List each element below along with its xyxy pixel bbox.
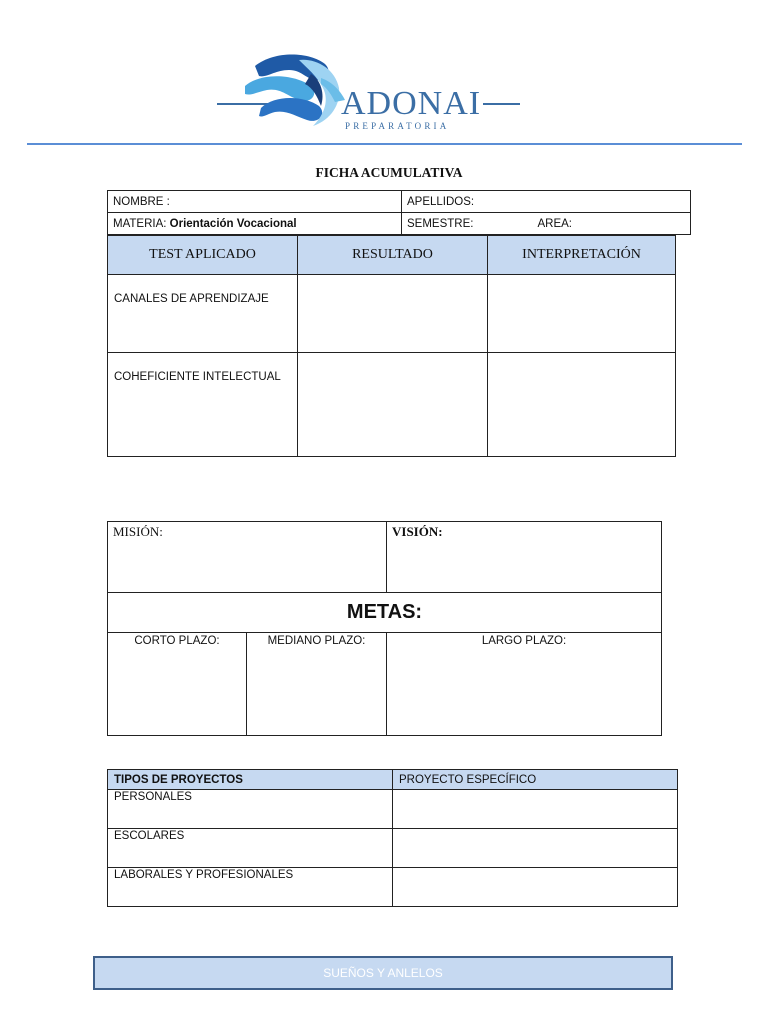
materia-cell[interactable] bbox=[108, 213, 402, 235]
proyecto-especifico-cell[interactable] bbox=[393, 790, 678, 829]
proyecto-tipo-cell: ESCOLARES bbox=[108, 829, 393, 868]
test-table bbox=[107, 235, 676, 457]
mediano-plazo-label: MEDIANO PLAZO: bbox=[267, 635, 366, 647]
apellidos-label: APELLIDOS: bbox=[407, 195, 475, 208]
suenos-anhelos-box: SUEÑOS Y ANLELOS bbox=[93, 956, 673, 990]
apellidos-cell[interactable] bbox=[402, 191, 691, 213]
proyecto-tipo-cell: PERSONALES bbox=[108, 790, 393, 829]
interpretacion-cell[interactable] bbox=[488, 275, 676, 353]
info-table bbox=[107, 190, 691, 235]
metas-heading: METAS: bbox=[108, 593, 662, 633]
corto-plazo-cell[interactable] bbox=[108, 633, 247, 736]
document-title: FICHA ACUMULATIVA bbox=[315, 165, 463, 180]
interpretacion-cell[interactable] bbox=[488, 353, 676, 457]
largo-plazo-label: LARGO PLAZO: bbox=[481, 635, 567, 647]
logo-name: ADONAI bbox=[341, 85, 482, 122]
mision-cell[interactable] bbox=[108, 522, 387, 593]
materia-value: Orientación Vocacional bbox=[169, 217, 297, 230]
semestre-area-cell[interactable] bbox=[402, 213, 691, 235]
test-name-cell: COHEFICIENTE INTELECTUAL bbox=[108, 353, 298, 457]
corto-plazo-label: CORTO PLAZO: bbox=[134, 635, 220, 647]
header-proyecto-especifico: PROYECTO ESPECÍFICO bbox=[393, 770, 678, 790]
materia-label: MATERIA: bbox=[113, 217, 167, 230]
resultado-cell[interactable] bbox=[298, 275, 488, 353]
logo-subtitle: PREPARATORIA bbox=[345, 121, 450, 131]
adonai-logo bbox=[215, 48, 525, 134]
largo-plazo-cell[interactable] bbox=[387, 633, 662, 736]
area-label: AREA: bbox=[537, 217, 572, 230]
header-tipos-proyectos: TIPOS DE PROYECTOS bbox=[108, 770, 393, 790]
proyecto-especifico-cell[interactable] bbox=[393, 829, 678, 868]
mediano-plazo-cell[interactable] bbox=[246, 633, 386, 736]
header-test-aplicado: TEST APLICADO bbox=[108, 236, 298, 275]
vision-label: VISIÓN: bbox=[392, 524, 443, 539]
mision-vision-table bbox=[107, 521, 662, 736]
semestre-label: SEMESTRE: bbox=[407, 217, 474, 230]
header-rule bbox=[27, 143, 742, 145]
proyectos-table bbox=[107, 769, 678, 907]
resultado-cell[interactable] bbox=[298, 353, 488, 457]
proyecto-tipo-cell: LABORALES Y PROFESIONALES bbox=[108, 868, 393, 907]
vision-cell[interactable] bbox=[387, 522, 662, 593]
test-name-cell: CANALES DE APRENDIZAJE bbox=[108, 275, 298, 353]
nombre-cell[interactable] bbox=[108, 191, 402, 213]
header-interpretacion: INTERPRETACIÓN bbox=[488, 236, 676, 275]
proyecto-especifico-cell[interactable] bbox=[393, 868, 678, 907]
nombre-label: NOMBRE : bbox=[113, 195, 170, 208]
mision-label: MISIÓN: bbox=[113, 524, 163, 539]
header-resultado: RESULTADO bbox=[298, 236, 488, 275]
